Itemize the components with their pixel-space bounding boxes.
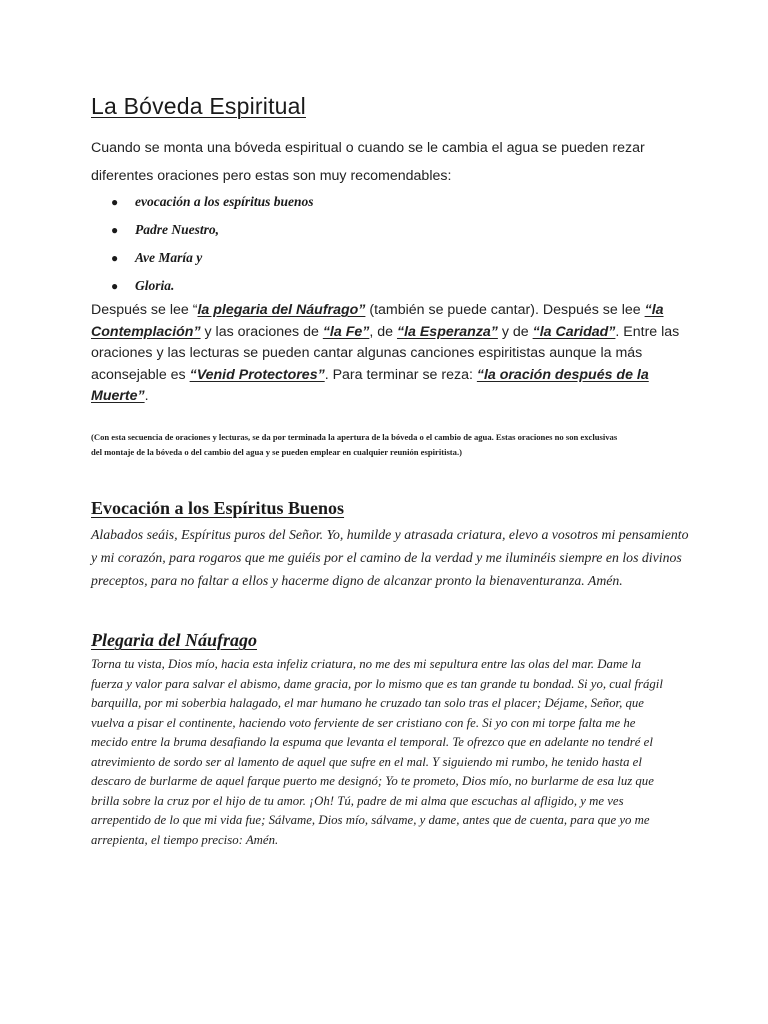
reading-text: y de	[497, 323, 533, 340]
reading-text: . Para terminar se reza:	[324, 366, 477, 383]
bullet-icon: ●	[111, 223, 119, 237]
bullet-icon: ●	[111, 251, 119, 265]
note-paragraph: (Con esta secuencia de oraciones y lecturas, se da por terminada la apertura de la bóveda o el cambio de agua. Estas oraciones no son exclusivas del montaje de la bóveda o del cambio del agua y se pueden emplear en cualquier reunión espiritista.)	[91, 432, 618, 457]
list-item	[91, 216, 314, 244]
list-item	[91, 188, 314, 216]
section-heading-evocacion: Evocación a los Espíritus Buenos	[91, 498, 345, 518]
intro-paragraph: Cuando se monta una bóveda espiritual o cuando se le cambia el agua se pueden rezar diferentes oraciones pero estas son muy recomendables:	[91, 140, 645, 184]
reading-text: .	[144, 388, 149, 404]
reading-ref-venid-protectores: “Venid Protectores”	[189, 366, 325, 383]
page-title: La Bóveda Espiritual	[91, 93, 306, 119]
prayer-list	[91, 188, 314, 300]
reading-ref-oracion-muerte: “la oración después de la Muerte”	[91, 366, 649, 404]
reading-text: . Entre las oraciones y las lecturas se pueden cantar algunas canciones espiritistas aunque la más aconsejable es	[91, 323, 680, 383]
reading-paragraph	[91, 300, 701, 408]
list-item	[91, 244, 314, 272]
section-heading-plegaria: Plegaria del Náufrago	[91, 630, 257, 650]
list-item-label: Gloria.	[135, 278, 175, 293]
reading-text: Después se lee “	[91, 302, 198, 318]
section-body-evocacion: Alabados seáis, Espíritus puros del Señor. Yo, humilde y atrasada criatura, elevo a vosotros mi pensamiento y mi corazón, para rogaros que me guiéis por el camino de la verdad y me iluminéis siempre en los divinos preceptos, para no faltar a ellos y hacerme digno de alcanzar pronto la bienaventuranza. Amén.	[91, 527, 689, 589]
list-item	[91, 272, 314, 300]
list-item-label: evocación a los espíritus buenos	[135, 194, 314, 209]
bullet-icon: ●	[111, 279, 119, 293]
reading-ref-esperanza: “la Esperanza”	[396, 323, 498, 340]
reading-ref-contemplacion: “la Contemplación”	[91, 302, 664, 340]
section-body-plegaria: Torna tu vista, Dios mío, hacia esta infeliz criatura, no me des mi sepultura entre las olas del mar. Dame la fuerza y valor para salvar el abismo, dame gracia, por lo mismo que es tan grande tu bondad. Si yo, cual frágil barquilla, por mi soberbia halagado, el mar humano he cruzado tan solo tras el placer; Déjame, Señor, que vuelva a pisar el continente, haciendo voto ferviente de ser cristiano con fe. Si yo con mi torpe falta me he mecido entre la bruma desafiando la espuma que levanta el temporal. Te ofrezco que en adelante no tendré el atrevimiento de sordo ser al lamento de aquel que sufre en el mal. Y siguiendo mi rumbo, he tenido hasta el descaro de burlarme de aquel farque puerto me designó; Yo te prometo, Dios mío, no burlarme de esa luz que brilla sobre la cruz por el hijo de tu amor. ¡Oh! Tú, padre de mi alma que escuchas al afligido, y me ves arrepentido de lo que mi vida fue; Sálvame, Dios mío, sálvame, y dame, antes que de cuenta, para que yo me arrepienta, el tiempo preciso: Amén.	[91, 657, 663, 847]
reading-ref-naufrago: la plegaria del Náufrago”	[197, 302, 366, 318]
reading-text: (también se puede cantar). Después se lee	[365, 302, 645, 318]
reading-ref-caridad: “la Caridad”	[532, 323, 616, 340]
list-item-label: Ave María y	[135, 250, 203, 265]
reading-ref-fe: “la Fe”	[322, 323, 370, 340]
bullet-icon: ●	[111, 195, 119, 209]
reading-text: y las oraciones de	[200, 323, 323, 340]
reading-text: , de	[369, 323, 397, 340]
list-item-label: Padre Nuestro,	[135, 222, 219, 237]
